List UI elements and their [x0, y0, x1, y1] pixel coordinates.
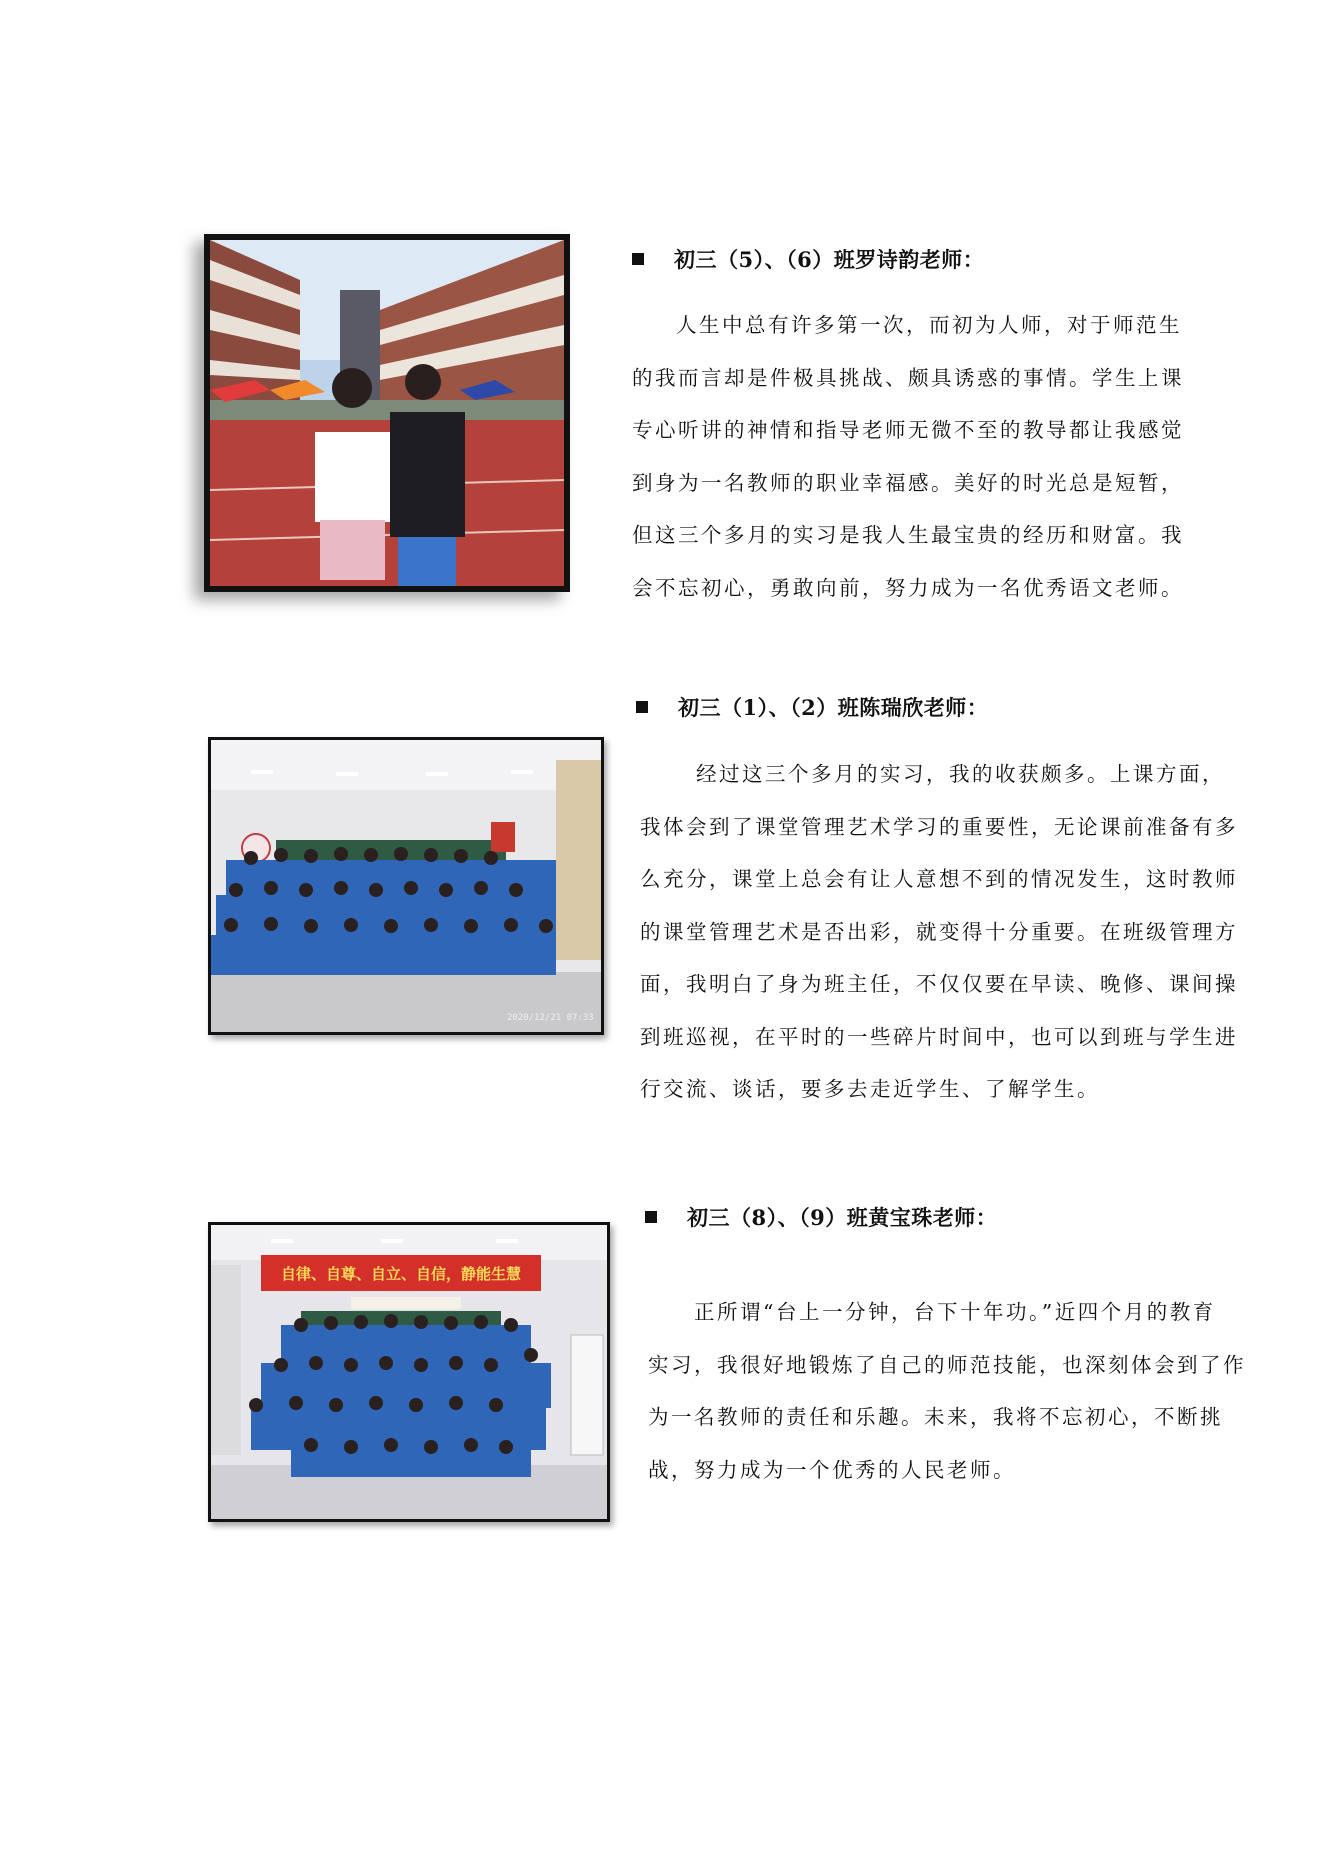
- paragraph-line: 面，我明白了身为班主任，不仅仅要在早读、晚修、课间操: [640, 972, 1238, 996]
- paragraph-line: 到身为一名教师的职业幸福感。美好的时光总是短暂，: [632, 470, 1184, 495]
- heading-luo: 初三（5）、（6）班罗诗韵老师：: [632, 244, 984, 274]
- square-bullet-icon: [645, 1211, 657, 1223]
- photo-banner-text: 自律、自尊、自立、自信，静能生慧: [281, 1265, 522, 1283]
- paragraph-line: 实习，我很好地锻炼了自己的师范技能，也深刻体会到了作: [648, 1352, 1246, 1377]
- photo-huang: [208, 1222, 610, 1522]
- photo-timestamp: 2020/12/21 07:33: [507, 1013, 594, 1023]
- heading-chen: 初三（1）、（2）班陈瑞欣老师：: [636, 692, 988, 722]
- paragraph-line: 我体会到了课堂管理艺术学习的重要性，无论课前准备有多: [640, 814, 1238, 839]
- paragraph-line: 经过这三个多月的实习，我的收获颇多。上课方面，: [696, 762, 1225, 786]
- photo-chen: [208, 737, 604, 1035]
- paragraph-line: 人生中总有许多第一次，而初为人师，对于师范生: [676, 313, 1182, 337]
- paragraph-line: 的我而言却是件极具挑战、颇具诱惑的事情。学生上课: [632, 365, 1184, 390]
- paragraph-huang: [648, 1286, 1246, 1496]
- square-bullet-icon: [632, 253, 644, 265]
- paragraph-line: 会不忘初心，勇敢向前，努力成为一名优秀语文老师。: [632, 575, 1184, 600]
- paragraph-line: 么充分，课堂上总会有让人意想不到的情况发生，这时教师: [640, 867, 1238, 891]
- square-bullet-icon: [636, 701, 648, 713]
- photo-class-group-classroom-icon: [211, 740, 601, 1032]
- paragraph-line: 到班巡视，在平时的一些碎片时间中，也可以到班与学生进: [640, 1024, 1238, 1049]
- paragraph-line: 专心听讲的神情和指导老师无微不至的教导都让我感觉: [632, 418, 1184, 442]
- photo-class-group-banner-icon: [211, 1225, 607, 1519]
- heading-huang: 初三（8）、（9）班黄宝珠老师：: [645, 1202, 997, 1232]
- paragraph-chen: [640, 748, 1238, 1116]
- paragraph-line: 行交流、谈话，要多去走近学生、了解学生。: [640, 1077, 1100, 1101]
- paragraph-line: 但这三个多月的实习是我人生最宝贵的经历和财富。我: [632, 523, 1184, 547]
- paragraph-line: 为一名教师的责任和乐趣。未来，我将不忘初心，不断挑: [648, 1405, 1223, 1429]
- paragraph-luo: [632, 299, 1184, 614]
- paragraph-line: 的课堂管理艺术是否出彩，就变得十分重要。在班级管理方: [640, 919, 1238, 944]
- photo-luo: [204, 234, 570, 592]
- paragraph-line: 战，努力成为一个优秀的人民老师。: [648, 1457, 1016, 1482]
- photo-two-students-schoolyard-icon: [210, 240, 564, 586]
- paragraph-line: 正所谓“台上一分钟，台下十年功。”近四个月的教育: [694, 1300, 1216, 1324]
